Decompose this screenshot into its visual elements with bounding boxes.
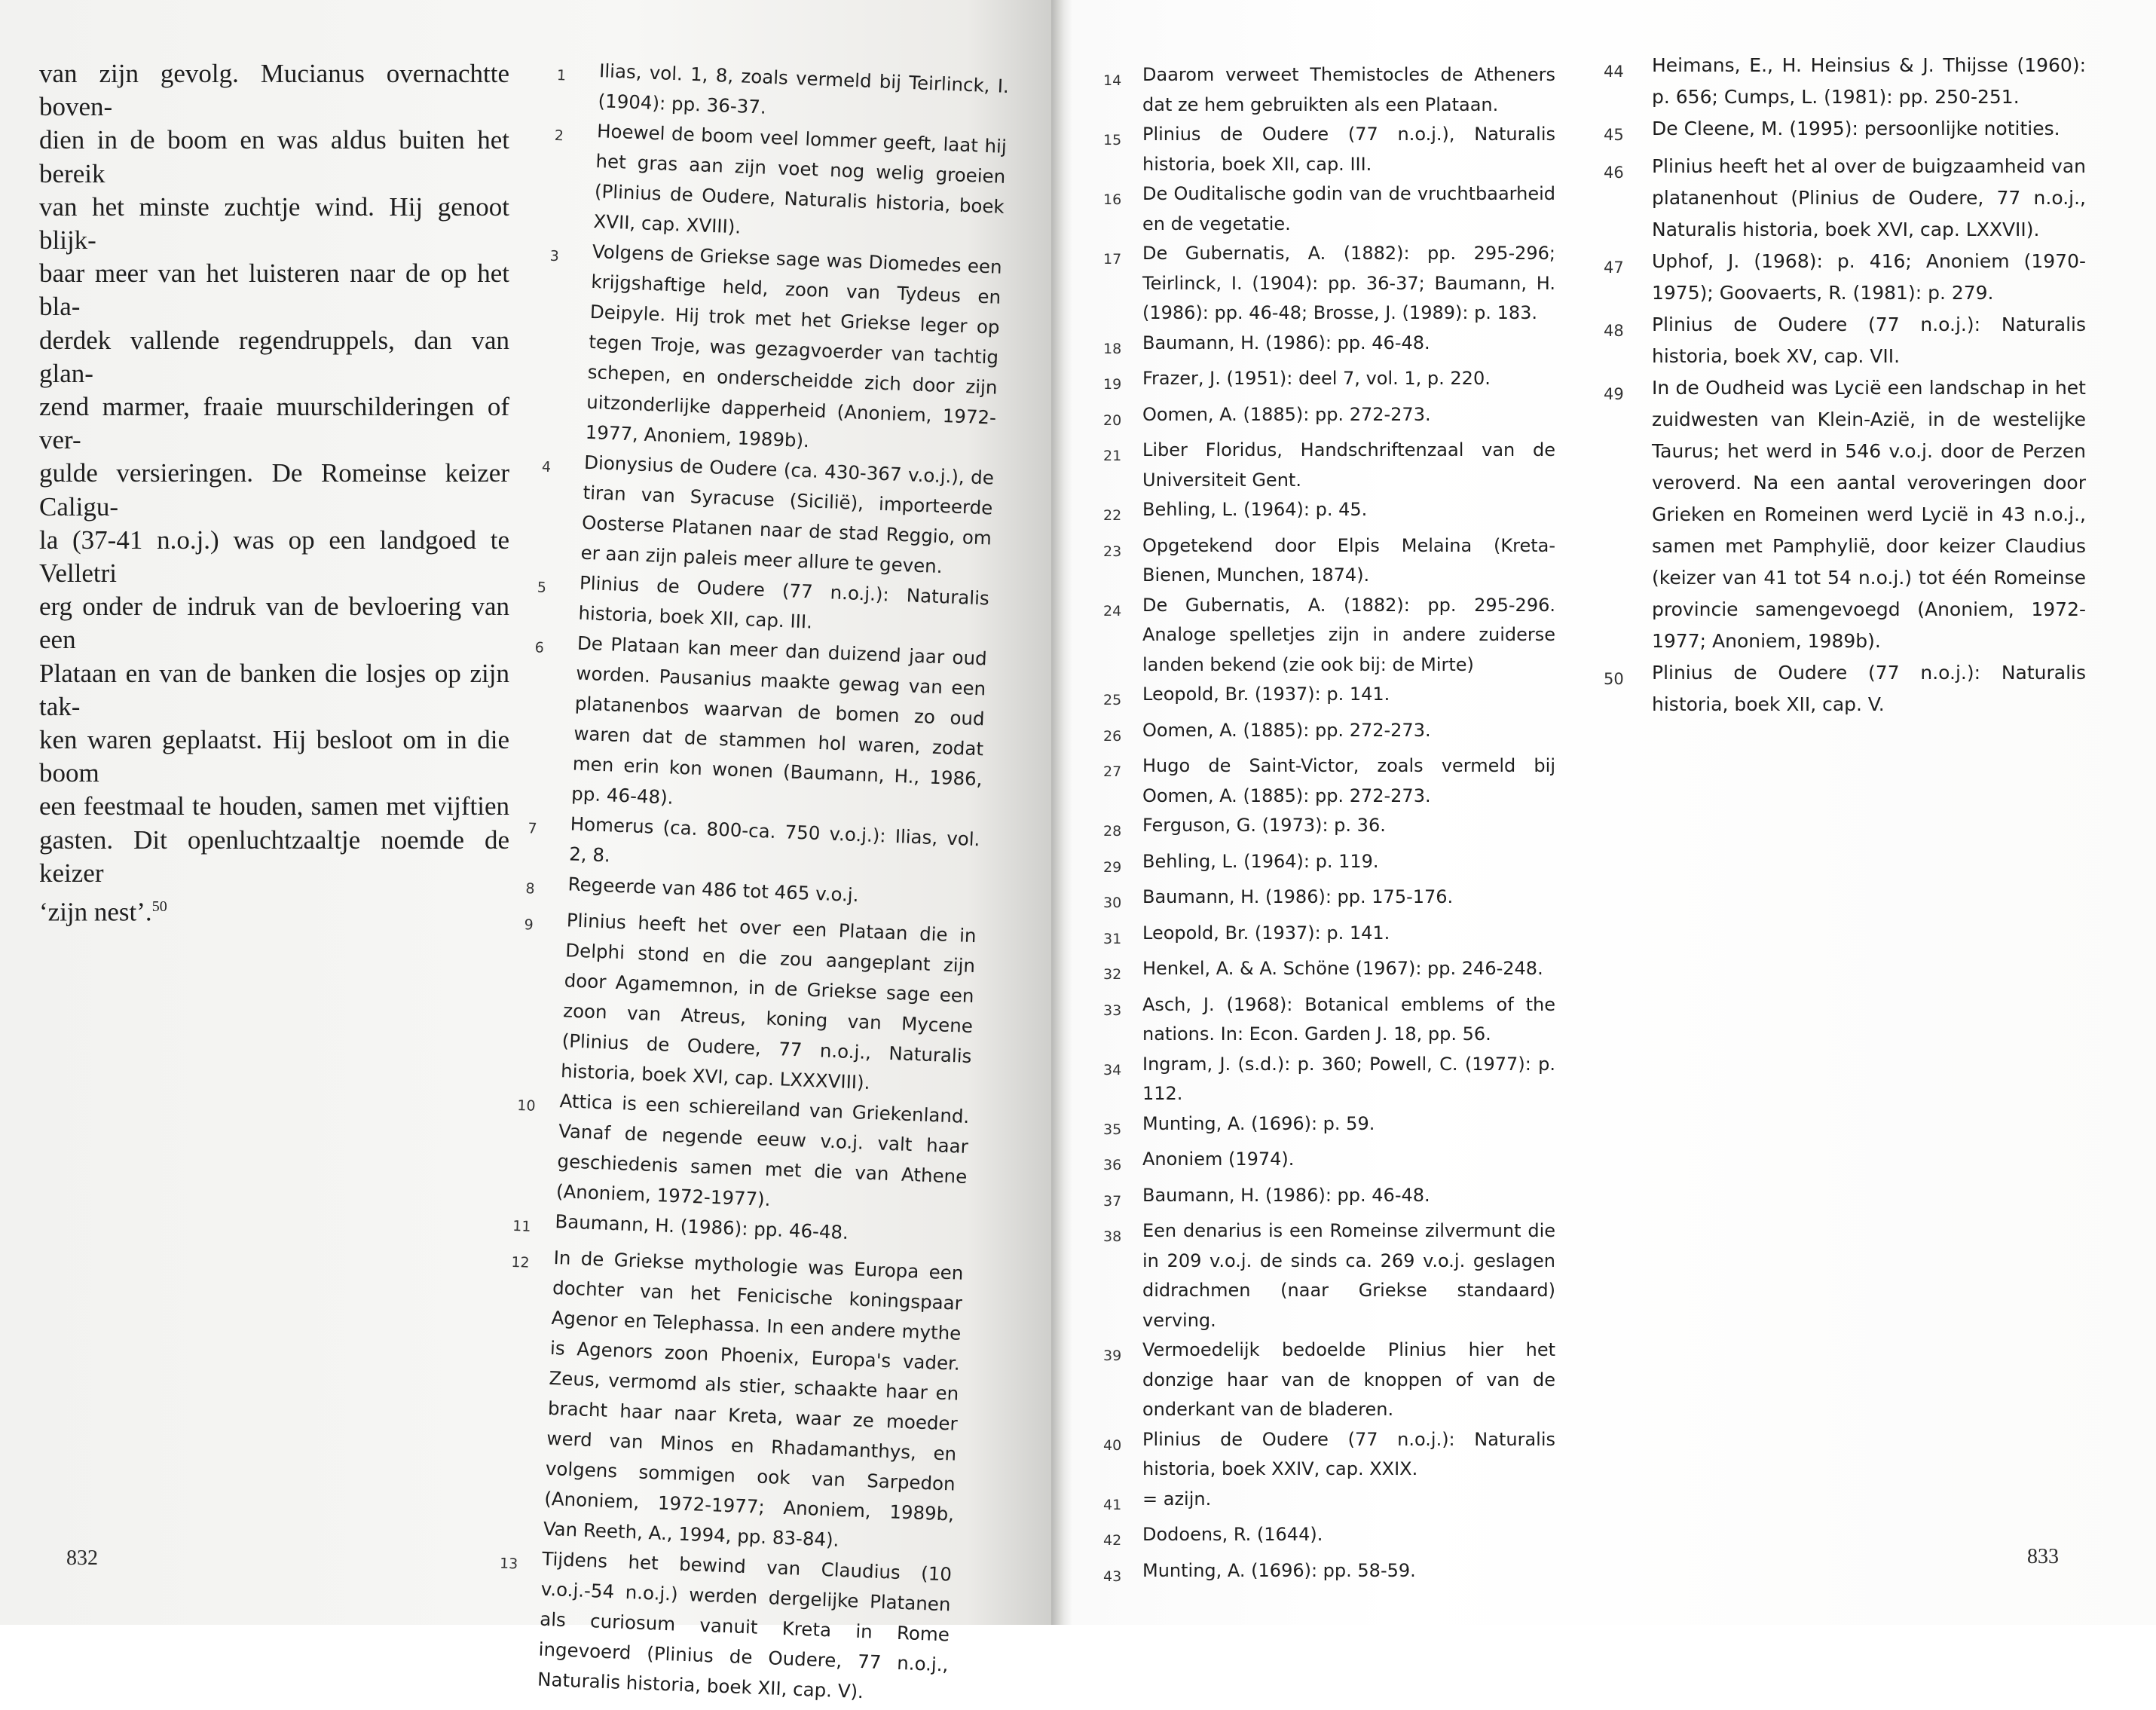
footnote <box>543 235 1002 463</box>
footnote-text: Plinius de Oudere (77 n.o.j.): Naturalis historia, boek XII, cap. III. <box>578 571 990 633</box>
footnote-text: Ingram, J. (s.d.): p. 360; Powell, C. (1977): p. 112. <box>1142 1053 1555 1104</box>
body-line: een feestmaal te houden, samen met vijftien <box>39 791 509 821</box>
body-line: derdek vallende regendruppels, dan van glan- <box>39 325 509 388</box>
footnote-text: Oomen, A. (1885): pp. 272-273. <box>1142 403 1431 425</box>
footnote-text: Munting, A. (1696): pp. 58-59. <box>1142 1559 1416 1581</box>
footnote-number: 44 <box>1604 63 1624 81</box>
footnote-text: Plinius heeft het al over de buigzaamheid van platanenhout (Plinius de Oudere, 77 n.o.j., Naturalis historia, boek XVI, cap. LXXVII). <box>1652 155 2086 240</box>
footnote-number: 30 <box>1103 895 1122 911</box>
footnote <box>1103 436 1555 495</box>
page-number-right: 833 <box>2027 1545 2059 1568</box>
footnote-text: Leopold, Br. (1937): p. 141. <box>1142 684 1390 705</box>
footnote-number: 49 <box>1604 385 1624 403</box>
footnote-number: 48 <box>1604 322 1624 340</box>
footnote <box>500 1241 964 1560</box>
footnote-text: Dodoens, R. (1644). <box>1142 1524 1323 1545</box>
footnote-text: Asch, J. (1968): Botanical emblems of the nations. In: Econ. Garden J. 18, pp. 56. <box>1142 993 1555 1045</box>
footnote-number: 39 <box>1103 1348 1122 1364</box>
footnote-number: 35 <box>1103 1121 1122 1138</box>
footnote-number: 50 <box>1604 670 1624 688</box>
footnote <box>1103 919 1555 955</box>
body-line: dien in de boom en was aldus buiten het bereik <box>39 125 509 188</box>
footnote-number: 21 <box>1103 448 1122 464</box>
body-line: la (37-41 n.o.j.) was op een landgoed te Velletri <box>39 525 509 589</box>
footnote-text: Plinius de Oudere (77 n.o.j.), Naturalis historia, boek XII, cap. III. <box>1142 124 1555 175</box>
footnote <box>1103 1425 1555 1485</box>
footnote-text: De Cleene, M. (1995): persoonlijke notities. <box>1652 118 2060 139</box>
footnote-text: Liber Floridus, Handschriftenzaal van de Universiteit Gent. <box>1142 439 1555 491</box>
footnote-text: Homerus (ca. 800-ca. 750 v.o.j.): Ilias, vol. 2, 8. <box>568 812 980 867</box>
footnote <box>1103 1145 1555 1181</box>
footnote-text: Hugo de Saint-Victor, zoals vermeld bij Oomen, A. (1885): pp. 272-273. <box>1142 755 1555 806</box>
footnote-number: 12 <box>511 1253 531 1271</box>
footnote-number: 27 <box>1103 763 1122 780</box>
footnote-number: 7 <box>528 820 538 837</box>
footnote <box>1604 113 2086 151</box>
footnote-number: 25 <box>1103 692 1122 708</box>
body-text <box>39 57 509 929</box>
footnote-text: Behling, L. (1964): p. 45. <box>1142 499 1368 520</box>
footnote <box>1103 1335 1555 1425</box>
footnote <box>1103 329 1555 365</box>
footnote <box>1103 1485 1555 1521</box>
footnote-text: Plinius de Oudere (77 n.o.j.): Naturalis historia, boek XV, cap. VII. <box>1652 314 2086 367</box>
footnote-text: Volgens de Griekse sage was Diomedes een krijgshaftige held, zoon van Tydeus en Deipyle. Hij trok met het Griekse leger op tegen Troje, was gezagvoerder van tachtig schepen, en onderscheidde zich door zijn uitzonderlijke dapperheid (Anoniem, 1972-1977, Anoniem, 1989b). <box>585 240 1003 452</box>
footnote-number: 28 <box>1103 823 1122 840</box>
footnote-text: De Ouditalische godin van de vruchtbaarheid en de vegetatie. <box>1142 183 1555 234</box>
body-line: gulde versieringen. De Romeinse keizer Caligu- <box>39 458 509 522</box>
footnote-text: Leopold, Br. (1937): p. 141. <box>1142 922 1390 944</box>
footnote-number: 10 <box>516 1097 537 1115</box>
footnote-text: Behling, L. (1964): p. 119. <box>1142 850 1379 872</box>
footnote <box>1103 954 1555 990</box>
footnote-text: Baumann, H. (1986): pp. 175-176. <box>1142 886 1454 907</box>
footnote-text: Henkel, A. & A. Schöne (1967): pp. 246-248. <box>1142 958 1543 979</box>
footnote-number: 41 <box>1103 1496 1122 1513</box>
footnote-number: 16 <box>1103 191 1122 208</box>
footnote-text: Tijdens het bewind van Claudius (10 v.o.j.-54 n.o.j.) werden dergelijke Platanen als curiosum vanuit Kreta in Rome ingevoerd (Plinius de Oudere, 77 n.o.j., Naturalis historia, boek XII, cap. V). <box>537 1547 953 1703</box>
footnote-number: 20 <box>1103 411 1122 429</box>
footnote-text: Ilias, vol. 1, 8, zoals vermeld bij Teirlinck, I. (1904): pp. 36-37. <box>598 60 1010 118</box>
footnote <box>1103 120 1555 179</box>
footnote-number: 1 <box>556 66 567 84</box>
footnote <box>1103 1216 1555 1335</box>
footnote-text: Anoniem (1974). <box>1142 1149 1295 1170</box>
footnote <box>513 1084 970 1222</box>
footnotes-1-13 <box>494 54 1009 1710</box>
footnote-text: = azijn. <box>1142 1488 1212 1510</box>
footnote-text: Attica is een schiereiland van Griekenland. Vanaf de negende eeuw v.o.j. valt haar geschiedenis samen met die van Athene (Anoniem, 1972-1977). <box>555 1090 970 1210</box>
footnote <box>494 1543 952 1710</box>
footnote-text: Een denarius is een Romeinse zilvermunt die in 209 v.o.j. de sinds ca. 269 v.o.j. geslagen didrachmen (naar Griekse standaard) verving. <box>1142 1220 1555 1331</box>
footnote <box>1604 50 2086 113</box>
footnote <box>1103 1109 1555 1146</box>
footnote-number: 22 <box>1103 507 1122 524</box>
footnote <box>1103 1556 1555 1592</box>
footnote-number: 34 <box>1103 1061 1122 1078</box>
footnote-text: Baumann, H. (1986): pp. 46-48. <box>1142 332 1430 353</box>
footnote <box>518 904 977 1102</box>
footnote-text: Dionysius de Oudere (ca. 430-367 v.o.j.), de tiran van Syracuse (Sicilië), importeerde Oosterse Platanen naar de stad Reggio, om er aan zijn paleis meer allure te geven. <box>580 451 995 578</box>
footnote-number: 3 <box>549 247 560 265</box>
footnote-number: 45 <box>1604 126 1624 144</box>
body-line: baar meer van het luisteren naar de op het bla- <box>39 258 509 322</box>
footnote-text: In de Griekse mythologie was Europa een dochter van het Fenicische koningspaar Agenor en Telephassa. In een andere mythe is Agenors zoon Phoenix, Europa's vader. Zeus, vermomd als stier, schaakte haar en bracht haar naar Kreta, waar ze moeder werd van Minos en Rhadamanthys, en volgens sommigen ook van Sarpedon (Anoniem, 1972-1977; Anoniem, 1989b, Van Reeth, A., 1994, pp. 83-84). <box>543 1246 964 1551</box>
footnote-text: Heimans, E., H. Heinsius & J. Thijsse (1960): p. 656; Cumps, L. (1981): pp. 250-251. <box>1652 54 2086 108</box>
footnote-text: Uphof, J. (1968): p. 416; Anoniem (1970-1975); Goovaerts, R. (1981): p. 279. <box>1652 250 2086 304</box>
footnote-number: 26 <box>1103 727 1122 745</box>
body-line: ken waren geplaatst. Hij besloot om in die boom <box>39 725 509 788</box>
footnote-number: 9 <box>524 916 534 934</box>
book-gutter <box>1051 0 1072 1625</box>
footnote-number: 8 <box>525 880 535 898</box>
footnote-text: In de Oudheid was Lycië een landschap in het zuidwesten van Klein-Azië, in de westelijke Taurus; het werd in 546 v.o.j. door de Perzen veroverd. Na een aantal veroveringen door Grieken en Romeinen werd Lycië in 43 n.o.j., samen met Pamphylië, door keizer Claudius (keizer van 41 tot 54 n.o.j.) tot één Romeinse provincie samengevoegd (Anoniem, 1972-1977; Anoniem, 1989b). <box>1652 377 2086 652</box>
footnotes-44-50 <box>1604 50 2086 720</box>
body-line: van zijn gevolg. Mucianus overnachtte boven- <box>39 59 509 122</box>
footnote-number: 38 <box>1103 1228 1122 1245</box>
footnote <box>1103 751 1555 811</box>
footnote-number: 11 <box>512 1217 531 1235</box>
footnote-text: Vermoedelijk bedoelde Plinius hier het donzige haar van de knoppen of van de onderkant van de bladeren. <box>1142 1339 1555 1420</box>
footnote-text: Plinius de Oudere (77 n.o.j.): Naturalis historia, boek XXIV, cap. XXIX. <box>1142 1428 1555 1479</box>
footnote-text: Hoewel de boom veel lommer geeft, laat hij het gras aan zijn voet nog welig groeien (Plinius de Oudere, Naturalis historia, boek XVII, cap. XVIII). <box>592 120 1008 238</box>
footnote <box>1103 179 1555 239</box>
footnote-text: De Gubernatis, A. (1882): pp. 295-296; Teirlinck, I. (1904): pp. 36-37; Baumann, H. (1986): pp. 46-48; Brosse, J. (1989): p. 183. <box>1142 243 1555 323</box>
footnote-number: 33 <box>1103 1002 1122 1019</box>
footnote-text: Frazer, J. (1951): deel 7, vol. 1, p. 220. <box>1142 368 1491 389</box>
body-line: Plataan en van de banken die losjes op zijn tak- <box>39 658 509 721</box>
footnote-number: 36 <box>1103 1157 1122 1173</box>
footnote <box>1103 990 1555 1050</box>
footnote-number: 37 <box>1103 1192 1122 1210</box>
body-line: erg onder de indruk van de bevloering van een <box>39 592 509 655</box>
footnote <box>529 626 988 824</box>
footnote-number: 47 <box>1604 258 1624 277</box>
footnote-number: 19 <box>1103 376 1122 393</box>
footnote <box>1103 239 1555 329</box>
body-line: zend marmer, fraaie muurschilderingen of ver- <box>39 392 509 455</box>
footnote-text: Baumann, H. (1986): pp. 46-48. <box>554 1210 849 1243</box>
footnote-number: 15 <box>1103 132 1122 148</box>
body-line: ‘zijn nest’.$^{50}$ <box>39 897 167 927</box>
footnote-text: Daarom verweet Themistocles de Atheners dat ze hem gebruikten als een Plataan. <box>1142 64 1555 115</box>
footnote <box>1103 1520 1555 1556</box>
footnote-text: De Plataan kan meer dan duizend jaar oud worden. Pausanius maakte gewag van een platanenbos waarvan de bomen zo oud waren dat de stammen hol waren, zodat men erin kon wonen (Baumann, H., 1986, pp. 46-48). <box>570 632 988 809</box>
footnote <box>1103 1181 1555 1217</box>
footnote <box>1103 531 1555 591</box>
page-number-left: 832 <box>66 1546 98 1570</box>
footnote <box>538 446 995 584</box>
body-line: van het minste zuchtje wind. Hij genoot blijk- <box>39 191 509 255</box>
footnote-text: Ferguson, G. (1973): p. 36. <box>1142 815 1386 836</box>
footnote-ref: 50 <box>151 898 167 916</box>
footnote-text: De Gubernatis, A. (1882): pp. 295-296. Analoge spelletjes zijn in andere zuiderse landen bekend (zie ook bij: de Mirte) <box>1142 594 1555 675</box>
footnote-text: Oomen, A. (1885): pp. 272-273. <box>1142 719 1431 741</box>
footnote <box>1103 60 1555 120</box>
footnote-number: 24 <box>1103 602 1122 619</box>
footnote-text: Regeerde van 486 tot 465 v.o.j. <box>567 873 860 907</box>
footnote-number: 31 <box>1103 930 1122 947</box>
footnote-text: Plinius heeft het over een Plataan die in Delphi stond en die zou aangeplant zijn door Agamemnon, in de Griekse sage een zoon van Atreus, koning van Mycene (Plinius de Oudere, 77 n.o.j., Naturalis historia, boek XVI, cap. LXXXVIII). <box>560 909 977 1094</box>
footnote <box>1103 591 1555 681</box>
footnote-number: 43 <box>1103 1568 1122 1585</box>
footnote <box>1103 811 1555 847</box>
footnotes-14-43 <box>1103 60 1555 1592</box>
footnote <box>1103 1050 1555 1109</box>
footnote-number: 4 <box>541 458 552 476</box>
footnote <box>1103 716 1555 752</box>
footnote <box>1604 246 2086 309</box>
footnote <box>1604 657 2086 720</box>
footnote-number: 46 <box>1604 164 1624 182</box>
footnote-number: 14 <box>1103 72 1122 89</box>
footnote <box>1604 309 2086 372</box>
footnote <box>1103 400 1555 436</box>
footnote <box>1604 151 2086 246</box>
footnote-number: 18 <box>1103 340 1122 357</box>
footnote <box>1604 372 2086 657</box>
footnote <box>1103 883 1555 919</box>
footnote-number: 17 <box>1103 251 1122 268</box>
left-page <box>0 0 1051 1703</box>
footnote <box>1103 495 1555 531</box>
footnote-text: Plinius de Oudere (77 n.o.j.): Naturalis historia, boek XII, cap. V. <box>1652 662 2086 715</box>
footnote <box>1103 847 1555 883</box>
footnote-number: 29 <box>1103 858 1122 876</box>
footnote <box>551 115 1008 252</box>
footnote-text: Baumann, H. (1986): pp. 46-48. <box>1142 1184 1430 1206</box>
footnote-number: 42 <box>1103 1532 1122 1549</box>
footnote-number: 40 <box>1103 1436 1122 1454</box>
footnote <box>1103 680 1555 716</box>
footnote-number: 2 <box>554 127 564 145</box>
footnote-number: 13 <box>499 1555 518 1573</box>
body-line: gasten. Dit openluchtzaaltje noemde de keizer <box>39 824 509 888</box>
footnote-number: 5 <box>537 579 547 596</box>
footnote-number: 23 <box>1103 543 1122 560</box>
footnote <box>1103 364 1555 400</box>
footnote-text: Opgetekend door Elpis Melaina (Kreta-Bienen, Munchen, 1874). <box>1142 534 1555 586</box>
footnote-number: 32 <box>1103 966 1122 983</box>
footnote-text: Munting, A. (1696): p. 59. <box>1142 1112 1375 1134</box>
footnote-number: 6 <box>534 639 545 656</box>
